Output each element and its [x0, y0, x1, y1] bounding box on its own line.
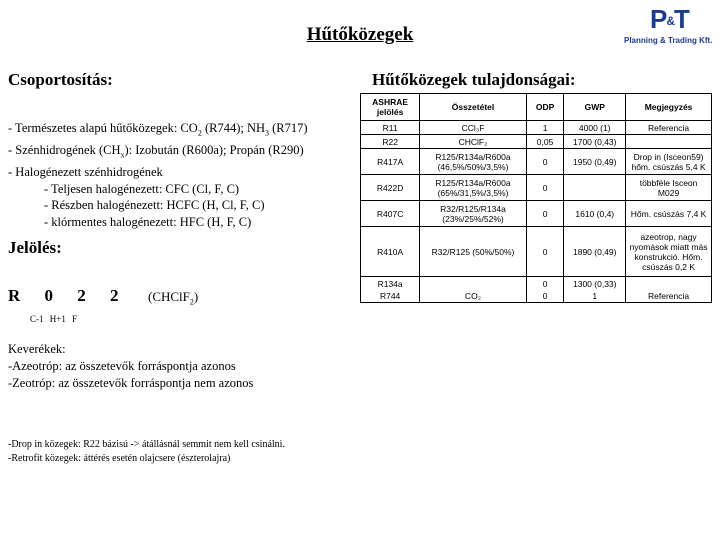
table-header: ASHRAE jelölés: [361, 94, 420, 121]
group-hydrocarbons: - Szénhidrogének $(CH_x)$: Izobután (R600a); Propán (R290): [8, 143, 304, 160]
refrigerant-table: [360, 93, 712, 303]
table-cell: azeotrop, nagy nyomások miatt más konstrukció. Hőm. csúszás 0,2 K: [626, 227, 712, 277]
code-example: R 0 2 2: [8, 286, 129, 305]
group-hcfc: - Részben halogénezett: HCFC (H, Cl, F, C): [44, 198, 265, 212]
table-cell: 0: [526, 149, 564, 175]
table-cell: 0: [526, 227, 564, 277]
table-cell: R417A: [361, 149, 420, 175]
table-cell: R125/R134a/R600a (65%/31,5%/3,5%): [420, 175, 527, 201]
logo-tagline: Planning & Trading Kft.: [624, 36, 713, 45]
table-cell: 0: [526, 175, 564, 201]
table-cell: R11: [361, 121, 420, 135]
mixtures-label: Keverékek:: [8, 342, 66, 356]
group-hfc: - klórmentes halogénezett: HFC (H, F, C): [44, 214, 252, 229]
table-header-row: [361, 94, 712, 121]
table-cell: 1610 (0,4): [564, 201, 626, 227]
table-header: ODP: [526, 94, 564, 121]
zeotrope-text: -Zeotróp: az összetevők forráspontja nem azonos: [8, 376, 254, 390]
table-cell: 1950 (0,49): [564, 149, 626, 175]
marking-heading: Jelölés:: [8, 238, 62, 257]
code-formula: (CHClF$_2$): [148, 289, 199, 307]
table-cell: Referencia: [626, 121, 712, 135]
table-row: [361, 227, 712, 277]
logo-mark: P&T: [650, 4, 689, 34]
table-cell: 1890 (0,49): [564, 227, 626, 277]
table-cell: CO₂: [420, 277, 527, 303]
table-cell: R22: [361, 135, 420, 149]
table-cell: R134a R744: [361, 277, 420, 303]
table-cell: R32/R125 (50%/50%): [420, 227, 527, 277]
table-row: [361, 135, 712, 149]
table-cell: R407C: [361, 201, 420, 227]
table-cell: többféle Isceon M029: [626, 175, 712, 201]
group-cfc: - Teljesen halogénezett: CFC (Cl, F, C): [44, 181, 240, 196]
mixtures-block: [8, 341, 253, 392]
table-cell: 4000 (1): [564, 121, 626, 135]
table-cell: Drop in (Isceon59) hőm. csúszás 5,4 K: [626, 149, 712, 175]
table-cell: CHClF₂: [420, 135, 527, 149]
table-cell: 1700 (0,43): [564, 135, 626, 149]
table-cell: Hőm. csúszás 7,4 K: [626, 201, 712, 227]
table-header: Megjegyzés: [626, 94, 712, 121]
company-logo: [622, 4, 718, 48]
retrofit-note: -Retrofit közegek: áttérés esetén olajcsere (észterolajra): [8, 453, 231, 464]
table-cell: 1: [526, 121, 564, 135]
table-row: [361, 149, 712, 175]
table-row: [361, 277, 712, 303]
table-cell: 0,05: [526, 135, 564, 149]
table-row: [361, 121, 712, 135]
table-cell: R125/R134a/R600a (46,5%/50%/3,5%): [420, 149, 527, 175]
dropin-note: -Drop in közegek: R22 bázisú -> átállásnál semmit nem kell csinálni.: [8, 439, 285, 450]
table-cell: R410A: [361, 227, 420, 277]
table-cell: R422D: [361, 175, 420, 201]
table-cell: CCl₃F: [420, 121, 527, 135]
table-row: [361, 201, 712, 227]
table-cell: 0: [526, 201, 564, 227]
table-cell: 1300 (0,33) 1: [564, 277, 626, 303]
table-cell: Referencia: [626, 277, 712, 303]
azeotrope-text: -Azeotróp: az összetevők forráspontja azonos: [8, 359, 236, 373]
notes-block: [8, 438, 285, 466]
table-header: GWP: [564, 94, 626, 121]
properties-heading: Hűtőközegek tulajdonságai:: [372, 70, 576, 89]
grouping-heading: Csoportosítás:: [8, 70, 113, 89]
group-natural: - Természetes alapú hűtőközegek: $CO_2$ (R744); $NH_3$ (R717): [8, 121, 308, 138]
table-header: Összetétel: [420, 94, 527, 121]
table-cell: [626, 135, 712, 149]
table-cell: 0 0: [526, 277, 564, 303]
group-halogenated: - Halogénezett szénhidrogének: [8, 165, 163, 179]
table-cell: R32/R125/R134a (23%/25%/52%): [420, 201, 527, 227]
table-cell: [564, 175, 626, 201]
table-row: [361, 175, 712, 201]
page-title: Hűtőközegek: [306, 24, 414, 45]
grouping-list: [8, 120, 308, 230]
code-legend: C-1 H+1 F: [30, 314, 78, 324]
